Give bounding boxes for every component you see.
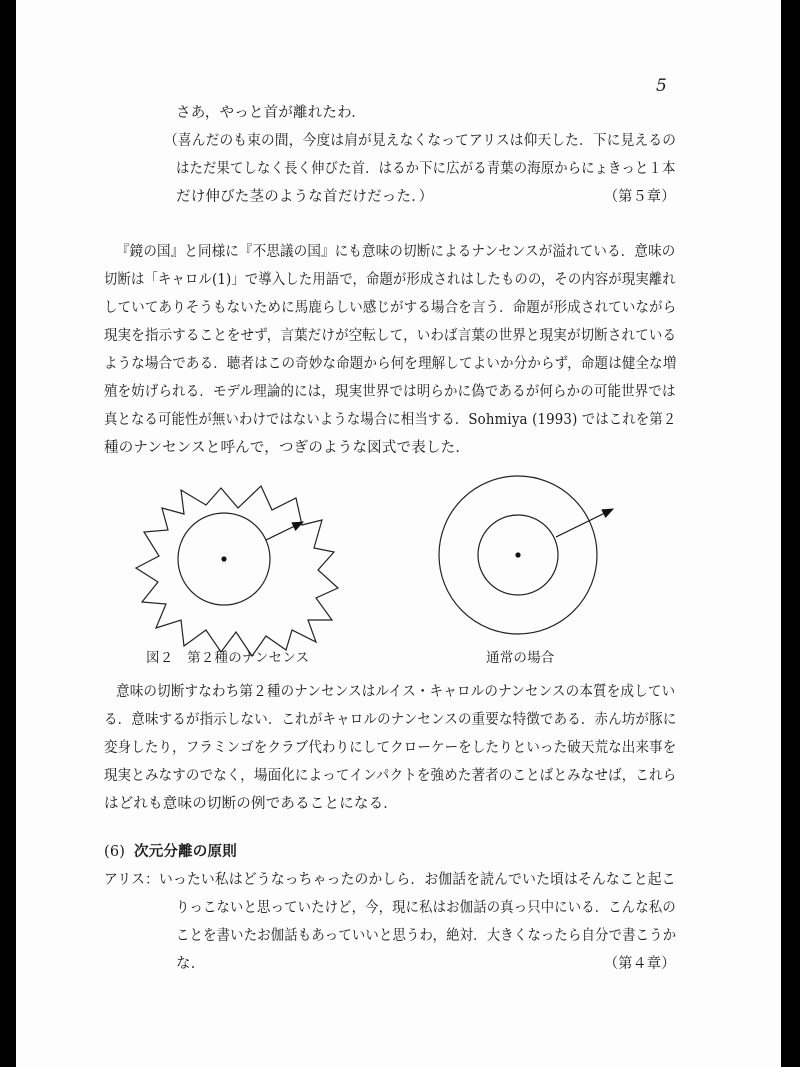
para1-line4: 現実を指示することをせず，言葉だけが空転して，いわば言葉の世界と現実が切断されている [104, 328, 677, 344]
jagged-outline [136, 486, 338, 656]
arrow-left [266, 522, 303, 540]
quote2-line1: アリス：いったい私はどうなっちゃったのかしら．お伽話を読んでいた頃はそんなこと起こ [104, 872, 676, 888]
quote1-line3: はただ果てしなく長く伸びた首．はるか下に広がる青葉の海原からにょきっと１本 [176, 161, 676, 177]
quote2-line4: な． [176, 956, 206, 972]
para1-line5: ような場合である．聴者はこの奇妙な命題から何を理解してよいか分からず，命題は健全な増 [104, 356, 677, 372]
para1-line3: していてありそうもないために馬鹿らしい感じがする場合を言う．命題が形成されていながら [104, 300, 677, 316]
figure-caption-right: 通常の場合 [486, 650, 555, 666]
para2-line3: 変身したり，フラミンゴをクラブ代わりにしてクローケーをしたりといった破天荒な出来事を [104, 740, 677, 756]
quote1-citation: （第５章） [604, 189, 676, 205]
para2-line2: る．意味するが指示しない．これがキャロルのナンセンスの重要な特徴である．赤ん坊が豚に [104, 712, 677, 728]
document-page [16, 0, 781, 1067]
section-title: 次元分離の原則 [134, 843, 237, 860]
center-dot-left [221, 556, 226, 561]
para2-line5: はどれも意味の切断の例であることになる． [104, 796, 398, 812]
figure-diagram [16, 470, 781, 670]
para1-line6: 殖を妨げられる．モデル理論的には，現実世界では明らかに偽であるが何らかの可能世界では [104, 384, 676, 400]
figure-caption-left: 図２ 第２種のナンセンス [146, 650, 310, 666]
quote1-line2: （喜んだのも束の間，今度は肩が見えなくなってアリスは仰天した．下に見えるの [164, 133, 677, 149]
para1-line2: 切断は「キャロル(1)」で導入した用語で，命題が形成されはしたものの，その内容が現実離れ [104, 272, 676, 288]
quote1-line4: だけ伸びた茎のような首だけだった．） [176, 189, 434, 205]
quote2-citation: （第４章） [604, 956, 676, 972]
section-number: (6) [104, 844, 126, 860]
para2-line4: 現実とみなすのでなく，場面化によってインパクトを強めた著者のことばとみなせば，これら [104, 768, 677, 784]
para1-line1: 『鏡の国』と同様に『不思議の国』にも意味の切断によるナンセンスが溢れている．意味の [116, 244, 676, 260]
para2-line1: 意味の切断すなわち第２種のナンセンスはルイス・キャロルのナンセンスの本質を成してい [116, 684, 676, 700]
quote1-line1: さあ，やっと首が離れたわ． [176, 105, 366, 121]
center-dot-right [515, 552, 520, 557]
para1-line7: 真となる可能性が無いわけではないような場合に相当する．Sohmiya (1993) ではこれを第２ [104, 412, 677, 428]
quote2-line3: ことを書いたお伽話もあっていいと思うわ，絶対．大きくなったら自分で書こうか [176, 928, 677, 944]
quote2-line2: りっこないと思っていたけど，今，現に私はお伽話の真っ只中にいる．こんな私の [176, 900, 676, 916]
para1-line8: 種のナンセンスと呼んで，つぎのような図式で表した． [104, 440, 471, 456]
page-number: 5 [656, 76, 667, 96]
